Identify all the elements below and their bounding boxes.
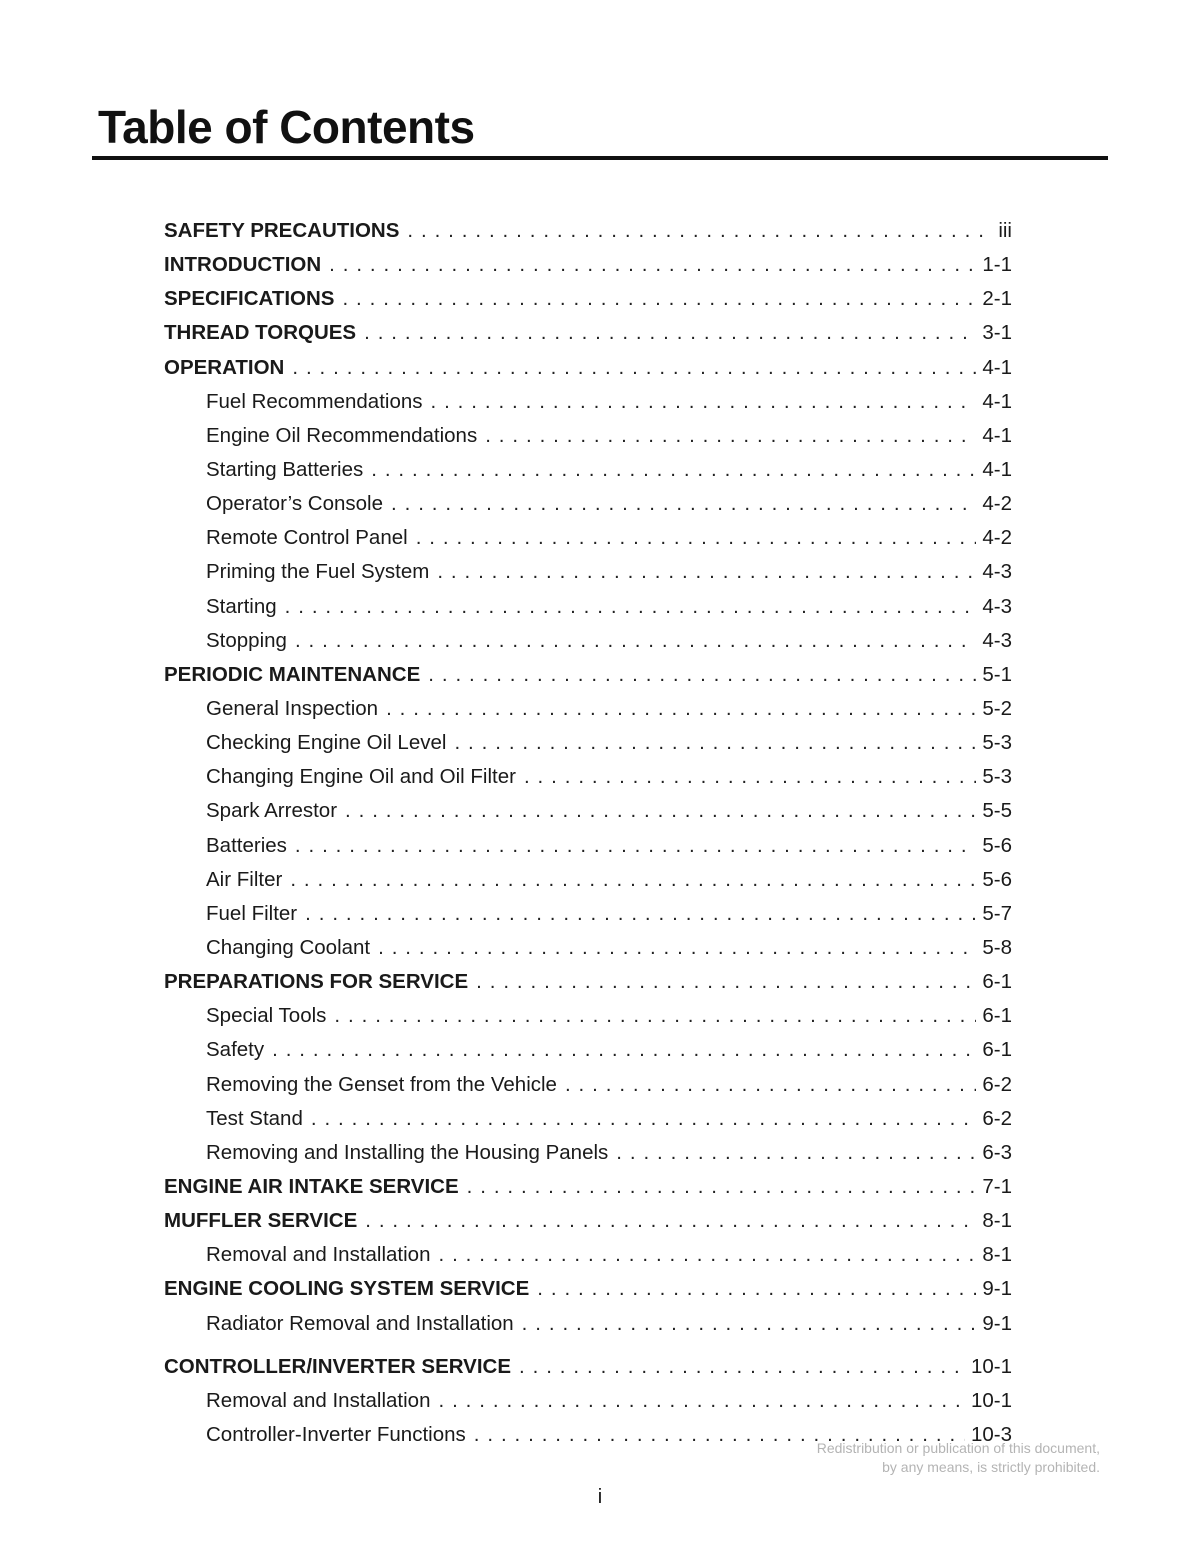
toc-entry-label: INTRODUCTION xyxy=(164,253,322,277)
toc-subsection-entry[interactable] xyxy=(164,1136,1012,1170)
toc-entry-label: Starting xyxy=(206,594,277,618)
toc-entry-label: Spark Arrestor xyxy=(206,799,338,823)
toc-entry-page: 4-1 xyxy=(982,423,1012,447)
toc-entry-page: 7-1 xyxy=(982,1174,1012,1198)
toc-entry-label: Stopping xyxy=(206,628,287,652)
page-title: Table of Contents xyxy=(98,101,475,153)
toc-entry-label: Checking Engine Oil Level xyxy=(206,731,447,755)
dot-leader xyxy=(364,316,976,350)
toc-entry-page: iii xyxy=(998,219,1012,242)
dot-leader xyxy=(305,897,976,931)
toc-entry-label: Operator’s Console xyxy=(206,492,384,516)
toc-entry-page: 5-7 xyxy=(982,901,1012,925)
toc-entry-page: 6-1 xyxy=(982,1004,1012,1028)
toc-section-entry[interactable] xyxy=(164,1272,1012,1306)
toc-entry-page: 4-2 xyxy=(982,526,1012,550)
toc-entry-page: 1-1 xyxy=(982,253,1012,277)
toc-section-entry[interactable] xyxy=(164,282,1012,316)
toc-entry-label: ENGINE AIR INTAKE SERVICE xyxy=(164,1174,459,1198)
toc-entry-page: 4-1 xyxy=(982,389,1012,413)
toc-entry-label: Fuel Filter xyxy=(206,901,298,925)
toc-entry-page: 3-1 xyxy=(982,321,1012,345)
dot-leader xyxy=(329,248,976,282)
toc-entry-label: PREPARATIONS FOR SERVICE xyxy=(164,970,469,994)
toc-subsection-entry[interactable] xyxy=(164,863,1012,897)
toc-subsection-entry[interactable] xyxy=(164,555,1012,589)
toc-entry-label: CONTROLLER/INVERTER SERVICE xyxy=(164,1354,512,1378)
toc-subsection-entry[interactable] xyxy=(164,624,1012,658)
dot-leader xyxy=(439,1238,977,1272)
dot-leader xyxy=(454,726,976,760)
toc-subsection-entry[interactable] xyxy=(164,521,1012,555)
toc-entry-label: PERIODIC MAINTENANCE xyxy=(164,662,421,686)
toc-entry-label: Priming the Fuel System xyxy=(206,560,430,584)
toc-entry-page: 6-1 xyxy=(982,970,1012,994)
toc-subsection-entry[interactable] xyxy=(164,794,1012,828)
toc-section-entry[interactable] xyxy=(164,351,1012,385)
toc-subsection-entry[interactable] xyxy=(164,590,1012,624)
table-of-contents xyxy=(164,214,1012,1452)
dot-leader xyxy=(285,590,977,624)
toc-section-entry[interactable] xyxy=(164,248,1012,282)
notice-line-2: by any means, is strictly prohibited. xyxy=(882,1459,1100,1475)
toc-entry-label: Special Tools xyxy=(206,1004,327,1028)
toc-section-entry[interactable] xyxy=(164,658,1012,692)
toc-entry-page: 10-1 xyxy=(970,1354,1012,1378)
toc-section-entry[interactable] xyxy=(164,1204,1012,1238)
dot-leader xyxy=(407,214,992,248)
dot-leader xyxy=(378,931,976,965)
toc-subsection-entry[interactable] xyxy=(164,760,1012,794)
toc-section-entry[interactable] xyxy=(164,214,1012,248)
toc-entry-label: Remote Control Panel xyxy=(206,526,408,550)
dot-leader xyxy=(428,658,976,692)
dot-leader xyxy=(616,1136,976,1170)
toc-entry-label: Radiator Removal and Installation xyxy=(206,1311,514,1335)
toc-subsection-entry[interactable] xyxy=(164,385,1012,419)
dot-leader xyxy=(537,1272,976,1306)
toc-entry-page: 2-1 xyxy=(982,287,1012,311)
toc-subsection-entry[interactable] xyxy=(164,419,1012,453)
toc-entry-label: Test Stand xyxy=(206,1106,303,1130)
dot-leader xyxy=(290,863,976,897)
toc-entry-label: Removal and Installation xyxy=(206,1388,431,1412)
dot-leader xyxy=(522,1307,977,1341)
toc-entry-page: 9-1 xyxy=(982,1311,1012,1335)
toc-entry-page: 4-1 xyxy=(982,355,1012,379)
toc-entry-page: 4-3 xyxy=(982,628,1012,652)
toc-subsection-entry[interactable] xyxy=(164,1068,1012,1102)
dot-leader xyxy=(295,624,976,658)
toc-entry-label: THREAD TORQUES xyxy=(164,321,357,345)
toc-entry-page: 6-2 xyxy=(982,1072,1012,1096)
toc-entry-page: 4-3 xyxy=(982,594,1012,618)
dot-leader xyxy=(416,521,977,555)
toc-entry-page: 5-6 xyxy=(982,833,1012,857)
dot-leader xyxy=(371,453,976,487)
dot-leader xyxy=(365,1204,976,1238)
dot-leader xyxy=(386,692,976,726)
toc-entry-label: SPECIFICATIONS xyxy=(164,287,335,311)
dot-leader xyxy=(524,760,976,794)
toc-subsection-entry[interactable] xyxy=(164,692,1012,726)
page-number: i xyxy=(597,1486,603,1508)
dot-leader xyxy=(272,1033,976,1067)
redistribution-notice xyxy=(817,1439,1100,1477)
toc-entry-page: 5-2 xyxy=(982,696,1012,720)
dot-leader xyxy=(437,555,976,589)
toc-entry-page: 5-3 xyxy=(982,765,1012,789)
toc-entry-page: 5-3 xyxy=(982,731,1012,755)
toc-entry-label: Removing and Installing the Housing Panels xyxy=(206,1140,609,1164)
toc-entry-label: Changing Coolant xyxy=(206,935,371,959)
toc-entry-label: Engine Oil Recommendations xyxy=(206,423,478,447)
toc-entry-page: 6-2 xyxy=(982,1106,1012,1130)
toc-entry-label: Removing the Genset from the Vehicle xyxy=(206,1072,557,1096)
toc-entry-page: 10-3 xyxy=(970,1422,1012,1446)
toc-subsection-entry[interactable] xyxy=(164,1307,1012,1341)
title-underline xyxy=(92,156,1108,160)
dot-leader xyxy=(334,999,976,1033)
dot-leader xyxy=(467,1170,977,1204)
toc-entry-page: 5-1 xyxy=(982,662,1012,686)
toc-entry-page: 4-1 xyxy=(982,457,1012,481)
toc-entry-page: 10-1 xyxy=(970,1388,1012,1412)
toc-entry-page: 6-3 xyxy=(982,1140,1012,1164)
toc-subsection-entry[interactable] xyxy=(164,897,1012,931)
toc-subsection-entry[interactable] xyxy=(164,1238,1012,1272)
toc-section-entry[interactable] xyxy=(164,1350,1012,1384)
toc-entry-page: 9-1 xyxy=(982,1277,1012,1301)
toc-entry-page: 6-1 xyxy=(982,1038,1012,1062)
dot-leader xyxy=(439,1384,965,1418)
toc-entry-page: 5-8 xyxy=(982,935,1012,959)
dot-leader xyxy=(391,487,976,521)
dot-leader xyxy=(345,794,976,828)
toc-subsection-entry[interactable] xyxy=(164,453,1012,487)
toc-entry-label: Air Filter xyxy=(206,867,283,891)
toc-entry-page: 5-6 xyxy=(982,867,1012,891)
toc-entry-label: Starting Batteries xyxy=(206,457,364,481)
dot-leader xyxy=(519,1350,965,1384)
toc-entry-label: OPERATION xyxy=(164,355,285,379)
toc-subsection-entry[interactable] xyxy=(164,726,1012,760)
toc-subsection-entry[interactable] xyxy=(164,829,1012,863)
toc-entry-page: 4-3 xyxy=(982,560,1012,584)
dot-leader xyxy=(295,829,976,863)
notice-line-1: Redistribution or publication of this document, xyxy=(816,1440,1100,1456)
toc-entry-page: 8-1 xyxy=(982,1209,1012,1233)
toc-entry-label: Safety xyxy=(206,1038,265,1062)
toc-entry-label: Controller-Inverter Functions xyxy=(206,1422,466,1446)
dot-leader xyxy=(311,1102,976,1136)
dot-leader xyxy=(476,965,976,999)
toc-subsection-entry[interactable] xyxy=(164,1102,1012,1136)
toc-section-entry[interactable] xyxy=(164,1170,1012,1204)
toc-subsection-entry[interactable] xyxy=(164,487,1012,521)
toc-entry-page: 8-1 xyxy=(982,1243,1012,1267)
toc-section-entry[interactable] xyxy=(164,965,1012,999)
toc-entry-label: Batteries xyxy=(206,833,287,857)
dot-leader xyxy=(485,419,976,453)
dot-leader xyxy=(565,1068,976,1102)
toc-subsection-entry[interactable] xyxy=(164,999,1012,1033)
toc-entry-label: SAFETY PRECAUTIONS xyxy=(164,219,400,242)
toc-entry-label: Fuel Recommendations xyxy=(206,389,423,413)
toc-entry-label: Removal and Installation xyxy=(206,1243,431,1267)
toc-section-entry[interactable] xyxy=(164,316,1012,350)
dot-leader xyxy=(292,351,976,385)
toc-subsection-entry[interactable] xyxy=(164,931,1012,965)
toc-entry-page: 5-5 xyxy=(982,799,1012,823)
toc-subsection-entry[interactable] xyxy=(164,1384,1012,1418)
toc-entry-label: MUFFLER SERVICE xyxy=(164,1209,358,1233)
dot-leader xyxy=(342,282,976,316)
toc-entry-page: 4-2 xyxy=(982,492,1012,516)
dot-leader xyxy=(431,385,977,419)
toc-subsection-entry[interactable] xyxy=(164,1033,1012,1067)
toc-entry-label: ENGINE COOLING SYSTEM SERVICE xyxy=(164,1277,530,1301)
toc-entry-label: Changing Engine Oil and Oil Filter xyxy=(206,765,516,789)
toc-entry-label: General Inspection xyxy=(206,696,379,720)
